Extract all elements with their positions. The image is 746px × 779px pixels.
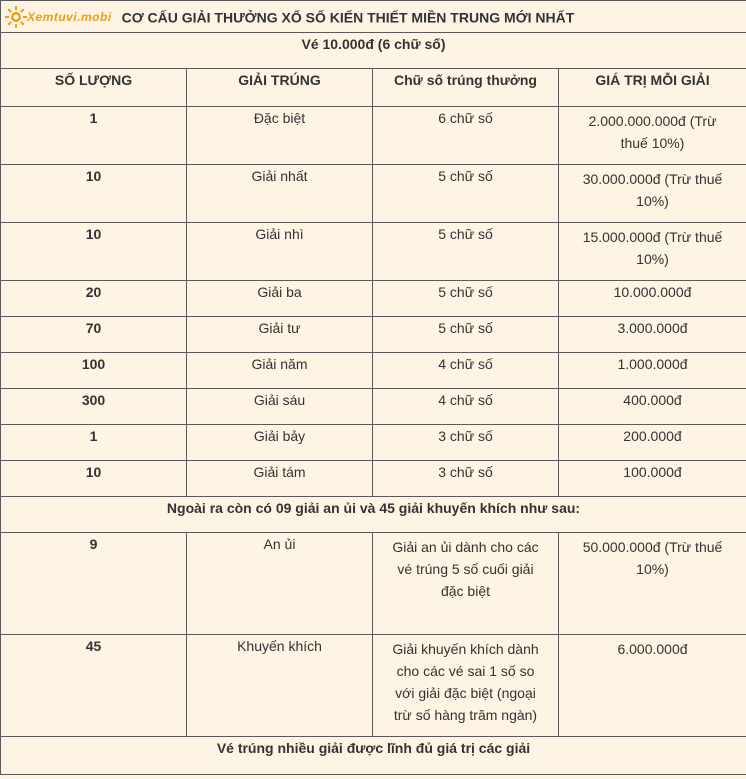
digits-cell: 4 chữ số — [373, 353, 559, 389]
header-value: GIÁ TRỊ MỖI GIẢI — [559, 69, 746, 107]
table-row — [1, 425, 746, 461]
value-cell: 100.000đ — [559, 461, 746, 497]
prize-cell: Khuyến khích — [187, 635, 373, 737]
digits-cell: Giải an ủi dành cho các vé trúng 5 số cuối giải đặc biệt — [373, 533, 559, 635]
table-row — [1, 389, 746, 425]
digits-cell: 5 chữ số — [373, 281, 559, 317]
digits-cell: 5 chữ số — [373, 223, 559, 281]
prize-cell: Giải nhất — [187, 165, 373, 223]
table-row — [1, 533, 746, 635]
footer-row — [1, 737, 746, 775]
quantity-cell: 20 — [1, 281, 187, 317]
title-row — [1, 1, 746, 33]
quantity-cell: 9 — [1, 533, 187, 635]
logo-text: Xemtuvi.mobi — [27, 10, 112, 25]
prize-cell: Giải bảy — [187, 425, 373, 461]
ticket-heading: Vé 10.000đ (6 chữ số) — [1, 33, 746, 69]
header-prize: GIẢI TRÚNG — [187, 69, 373, 107]
quantity-cell: 45 — [1, 635, 187, 737]
table-row — [1, 223, 746, 281]
header-digits: Chữ số trúng thưởng — [373, 69, 559, 107]
digits-cell: 3 chữ số — [373, 425, 559, 461]
table-row — [1, 635, 746, 737]
quantity-cell: 300 — [1, 389, 187, 425]
table-row — [1, 281, 746, 317]
extra-heading-row — [1, 497, 746, 533]
table-row — [1, 165, 746, 223]
extra-heading: Ngoài ra còn có 09 giải an ủi và 45 giải khuyến khích như sau: — [1, 497, 746, 533]
prize-cell: An ủi — [187, 533, 373, 635]
quantity-cell: 10 — [1, 223, 187, 281]
table-row — [1, 107, 746, 165]
value-cell: 1.000.000đ — [559, 353, 746, 389]
table-row — [1, 353, 746, 389]
digits-cell: 6 chữ số — [373, 107, 559, 165]
value-cell: 200.000đ — [559, 425, 746, 461]
table-header-row — [1, 69, 746, 107]
prize-cell: Giải tám — [187, 461, 373, 497]
quantity-cell: 70 — [1, 317, 187, 353]
quantity-cell: 10 — [1, 165, 187, 223]
title-cell — [1, 1, 746, 33]
value-cell: 10.000.000đ — [559, 281, 746, 317]
prize-cell: Giải sáu — [187, 389, 373, 425]
digits-cell: 5 chữ số — [373, 165, 559, 223]
ticket-heading-row — [1, 33, 746, 69]
header-quantity: SỐ LƯỢNG — [1, 69, 187, 107]
prize-cell: Giải năm — [187, 353, 373, 389]
value-cell: 15.000.000đ (Trừ thuế 10%) — [559, 223, 746, 281]
value-cell: 3.000.000đ — [559, 317, 746, 353]
digits-cell: 3 chữ số — [373, 461, 559, 497]
digits-cell: 5 chữ số — [373, 317, 559, 353]
site-logo[interactable] — [5, 6, 112, 28]
value-cell: 50.000.000đ (Trừ thuế 10%) — [559, 533, 746, 635]
sun-icon — [5, 6, 27, 28]
footer-note: Vé trúng nhiều giải được lĩnh đủ giá trị các giải — [1, 737, 746, 775]
prize-cell: Giải ba — [187, 281, 373, 317]
quantity-cell: 100 — [1, 353, 187, 389]
quantity-cell: 1 — [1, 425, 187, 461]
table-row — [1, 461, 746, 497]
prize-cell: Giải tư — [187, 317, 373, 353]
page-title: CƠ CẤU GIẢI THƯỞNG XỔ SỐ KIẾN THIẾT MIỀN TRUNG MỚI NHẤT — [121, 9, 575, 26]
quantity-cell: 10 — [1, 461, 187, 497]
digits-cell: Giải khuyến khích dành cho các vé sai 1 số so với giải đặc biệt (ngoại trừ số hàng trăm ngàn) — [373, 635, 559, 737]
value-cell: 30.000.000đ (Trừ thuế 10%) — [559, 165, 746, 223]
digits-cell: 4 chữ số — [373, 389, 559, 425]
prize-cell: Giải nhì — [187, 223, 373, 281]
prize-cell: Đặc biệt — [187, 107, 373, 165]
table-row — [1, 317, 746, 353]
quantity-cell: 1 — [1, 107, 187, 165]
value-cell: 6.000.000đ — [559, 635, 746, 737]
value-cell: 400.000đ — [559, 389, 746, 425]
value-cell: 2.000.000.000đ (Trừ thuế 10%) — [559, 107, 746, 165]
